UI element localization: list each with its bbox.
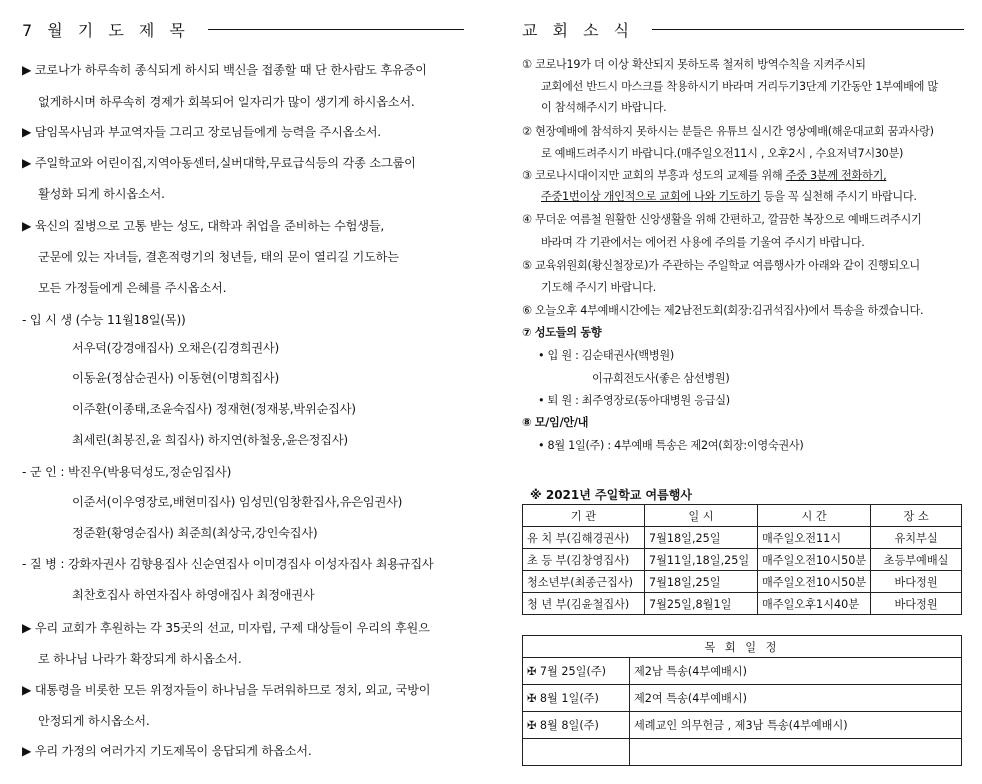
table-row <box>523 685 962 712</box>
table-row <box>523 571 962 593</box>
prayer-line: 이주환(이종태,조윤숙집사) 정재현(정재봉,박위순집사) <box>72 402 356 416</box>
table-cell: 매주일오후1시40분 <box>758 593 871 615</box>
table-header: 일 시 <box>645 505 758 527</box>
news-item-1-cont: 교회에선 반드시 마스크를 착용하시기 바라며 거리두기3단계 기간동안 1부예배에 많 <box>541 80 938 93</box>
prayer-line: - 질 병 : 강화자권사 김향용집사 신순연집사 이미경집사 이성자집사 최용규집사 <box>22 557 434 571</box>
table-header-row <box>523 505 962 527</box>
table-cell: 제2남 특송(4부예배시) <box>630 658 962 685</box>
prayer-line: ▶ 코로나가 하루속히 종식되게 하시되 백신을 접종할 때 단 한사람도 후유증이 <box>22 63 427 77</box>
prayer-line: 이동윤(정삼순권사) 이동현(이명희집사) <box>72 371 280 385</box>
prayer-line: - 입 시 생 (수능 11월18일(목)) <box>22 313 186 327</box>
news-item-3-cont <box>541 190 917 204</box>
prayer-line: 최세린(최봉진,윤 희집사) 하지연(하철웅,윤은정집사) <box>72 433 348 447</box>
table-cell: 세례교인 의무헌금 , 제3남 특송(4부예배시) <box>630 712 962 739</box>
news-item-3 <box>522 169 886 183</box>
news-title: 교 회 소 식 <box>522 20 635 40</box>
schedule-title: 목 회 일 정 <box>523 636 962 658</box>
prayer-heading <box>22 12 470 46</box>
table-cell: 7월18일,25일 <box>645 571 758 593</box>
news-item-8: ⑧ 모/임/안/내 <box>522 416 589 429</box>
table-cell: 7월11일,18일,25일 <box>645 549 758 571</box>
prayer-line: ▶ 우리 가정의 여러가지 기도제목이 응답되게 하옵소서. <box>22 744 312 758</box>
prayer-line: - 군 인 : 박진우(박용덕성도,정순임집사) <box>22 465 232 479</box>
news-item-1: ① 코로나19가 더 이상 확산되지 못하도록 철저히 방역수칙을 지켜주시되 <box>522 58 866 71</box>
meeting-notice: • 8월 1일(주) : 4부예배 특송은 제2여(회장:이영숙권사) <box>538 439 804 452</box>
prayer-line: 서우덕(강경애집사) 오채은(김경희권사) <box>72 341 280 355</box>
news-item-4: ④ 무더운 여름철 원활한 신앙생활을 위해 간편하고, 깔끔한 복장으로 예배드려주시기 <box>522 213 922 226</box>
table-cell: 바다정원 <box>871 593 962 615</box>
table-row <box>523 549 962 571</box>
table-cell: 제2여 특송(4부예배시) <box>630 685 962 712</box>
table-cell: ✠ 8월 1일(주) <box>523 685 630 712</box>
table-cell: 매주일오전10시50분 <box>758 549 871 571</box>
prayer-title: 7 월 기 도 제 목 <box>22 20 190 40</box>
schedule-header-row <box>523 636 962 658</box>
news-item-2: ② 현장예배에 참석하지 못하시는 분들은 유튜브 실시간 영상예배(해운대교회 꿈과사랑) <box>522 125 934 138</box>
prayer-line: ▶ 주일학교와 어린이집,지역아동센터,실버대학,무료급식등의 각종 소그룹이 <box>22 156 416 170</box>
table-row <box>523 658 962 685</box>
hospital-admit-2: 이규희전도사(좋은 삼선병원) <box>592 372 730 385</box>
table-cell: 초 등 부(김창영집사) <box>523 549 645 571</box>
prayer-line: 군문에 있는 자녀들, 결혼적령기의 청년들, 태의 문이 열리길 기도하는 <box>38 250 399 264</box>
news-item-5: ⑤ 교육위원회(황신철장로)가 주관하는 주일학교 여름행사가 아래와 같이 진행되오니 <box>522 259 920 272</box>
news-item-3-text: ③ 코로나시대이지만 교회의 부흥과 성도의 교제를 위해 <box>522 169 786 182</box>
news-item-7: ⑦ 성도들의 동향 <box>522 326 602 339</box>
table-row <box>523 593 962 615</box>
prayer-column <box>22 0 470 46</box>
prayer-line: 이준서(이우영장로,배현미집사) 임성민(임창환집사,유은임권사) <box>72 495 403 509</box>
table-cell: 매주일오전11시 <box>758 527 871 549</box>
heading-rule <box>652 29 964 30</box>
news-item-5-cont: 기도해 주시기 바랍니다. <box>541 281 656 294</box>
table-cell: ✠ 7월 25일(주) <box>523 658 630 685</box>
news-heading <box>522 12 970 46</box>
hospital-admit: • 입 원 : 김순태권사(백병원) <box>538 349 674 362</box>
prayer-line: 없게하시며 하루속히 경제가 회복되어 일자리가 많이 생기게 하시옵소서. <box>38 95 415 109</box>
prayer-line: ▶ 육신의 질병으로 고통 받는 성도, 대학과 취업을 준비하는 수험생들, <box>22 219 385 233</box>
news-item-3-tail: 등을 꼭 실천해 주시기 바랍니다. <box>760 190 917 203</box>
ministry-schedule-table <box>522 635 962 766</box>
table-cell: 초등부예배실 <box>871 549 962 571</box>
news-item-2-cont: 로 예배드려주시기 바랍니다.(매주일오전11시 , 오후2시 , 수요저녁7시30분) <box>541 147 904 160</box>
heading-rule <box>208 29 464 30</box>
news-item-6: ⑥ 오늘오후 4부예배시간에는 제2남전도회(회장:김귀석집사)에서 특송을 하겠습니다. <box>522 304 924 317</box>
prayer-line: 정준환(황영순집사) 최준희(최상국,강인숙집사) <box>72 526 318 540</box>
prayer-line: ▶ 대통령을 비롯한 모든 위정자들이 하나님을 두려워하므로 정치, 외교, 국방이 <box>22 683 431 697</box>
prayer-line: 안정되게 하시옵소서. <box>38 714 150 728</box>
table-cell: 바다정원 <box>871 571 962 593</box>
table-cell: 청소년부(최종근집사) <box>523 571 645 593</box>
table-row <box>523 712 962 739</box>
news-item-3-underline-2: 주중1번이상 개인적으로 교회에 나와 기도하기 <box>541 190 761 203</box>
prayer-line: 최찬호집사 하연자집사 하영애집사 최정애권사 <box>72 588 315 602</box>
table-cell: 7월18일,25일 <box>645 527 758 549</box>
table-cell: 매주일오전10시50분 <box>758 571 871 593</box>
prayer-line: 활성화 되게 하시옵소서. <box>38 187 165 201</box>
table-row <box>523 739 962 766</box>
prayer-line: ▶ 담임목사님과 부교역자들 그리고 장로님들에게 능력을 주시옵소서. <box>22 125 381 139</box>
table-header: 시 간 <box>758 505 871 527</box>
table-cell: 청 년 부(김윤철집사) <box>523 593 645 615</box>
table-cell: 유치부실 <box>871 527 962 549</box>
news-column <box>522 0 970 46</box>
table-cell <box>630 739 962 766</box>
summer-event-title: ※ 2021년 주일학교 여름행사 <box>530 488 692 502</box>
hospital-discharge: • 퇴 원 : 최주영장로(동아대병원 응급실) <box>538 394 730 407</box>
prayer-line: 로 하나님 나라가 확장되게 하시옵소서. <box>38 652 242 666</box>
prayer-line: ▶ 우리 교회가 후원하는 각 35곳의 선교, 미자립, 구제 대상들이 우리의 후원으 <box>22 621 430 635</box>
table-row <box>523 527 962 549</box>
table-header: 장 소 <box>871 505 962 527</box>
table-cell: 7월25일,8월1일 <box>645 593 758 615</box>
table-cell <box>523 739 630 766</box>
news-item-4-cont: 바라며 각 기관에서는 에어컨 사용에 주의를 기울여 주시기 바랍니다. <box>541 236 865 249</box>
news-item-1-cont: 이 참석해주시기 바랍니다. <box>541 101 667 114</box>
news-item-3-underline: 주중 3분께 전화하기, <box>785 169 887 182</box>
prayer-line: 모든 가정들에게 은혜를 주시옵소서. <box>38 281 227 295</box>
table-header: 기 관 <box>523 505 645 527</box>
table-cell: ✠ 8월 8일(주) <box>523 712 630 739</box>
table-cell: 유 치 부(김해경권사) <box>523 527 645 549</box>
summer-event-table <box>522 504 962 615</box>
